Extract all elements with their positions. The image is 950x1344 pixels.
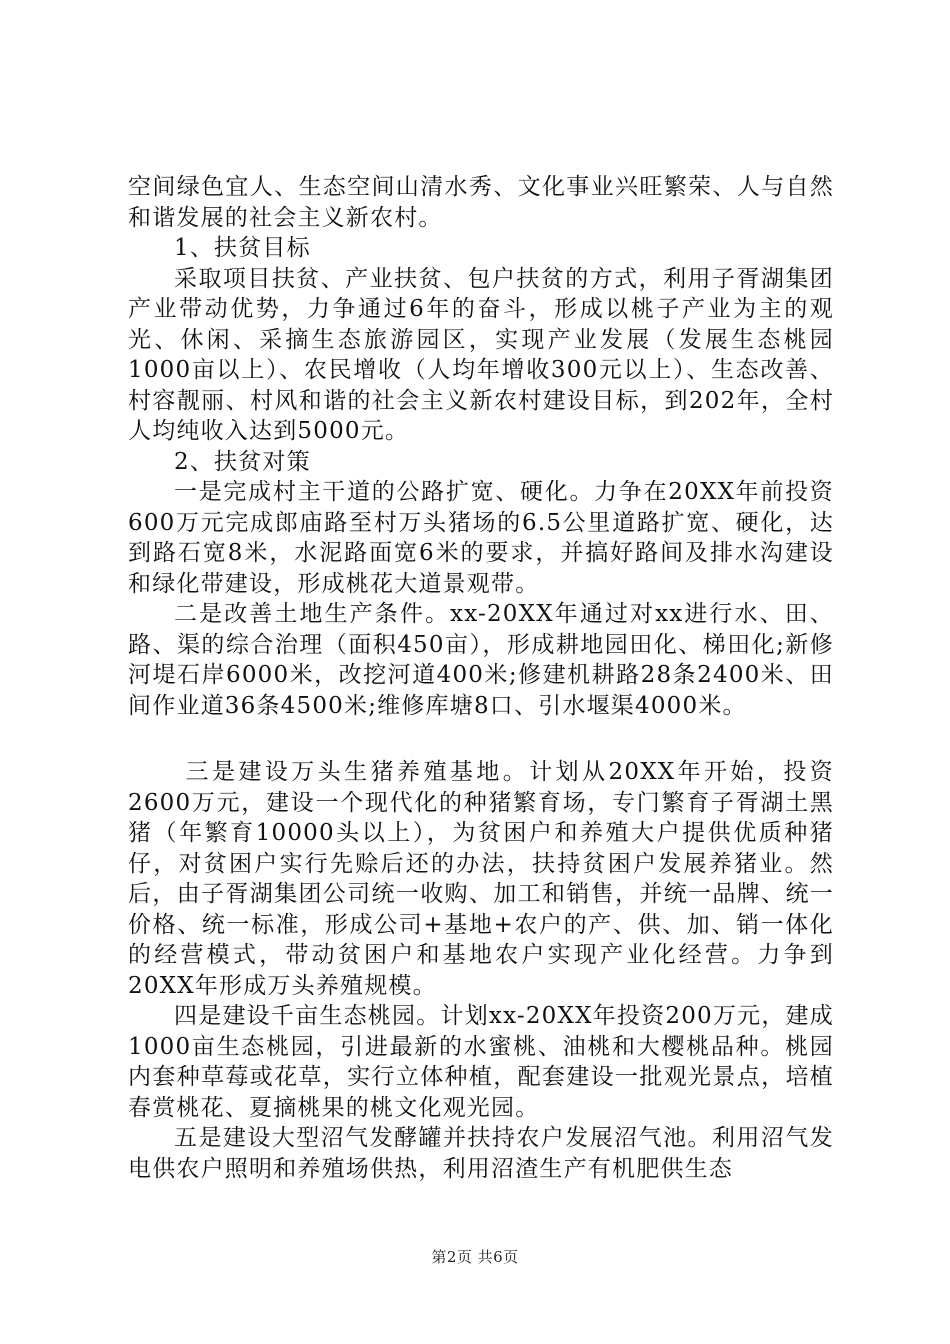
document-body (128, 172, 834, 1184)
paragraph-measure-road: 一是完成村主干道的公路扩宽、硬化。力争在20XX年前投资600万元完成郎庙路至村万头猪场的6.5公里道路扩宽、硬化，达到路石宽8米，水泥路面宽6米的要求，并搞好路间及排水沟建设和绿化带建设，形成桃花大道景观带。 (128, 479, 834, 597)
paragraph-gap (128, 721, 834, 757)
heading-poverty-measures: 2、扶贫对策 (174, 448, 311, 475)
paragraph-continuation: 空间绿色宜人、生态空间山清水秀、文化事业兴旺繁荣、人与自然和谐发展的社会主义新农村。 (128, 174, 834, 231)
page-number-footer: 第2页 共6页 (431, 1248, 519, 1266)
paragraph-goal-detail: 采取项目扶贫、产业扶贫、包户扶贫的方式，利用子胥湖集团产业带动优势，力争通过6年的奋斗，形成以桃子产业为主的观光、休闲、采摘生态旅游园区，实现产业发展（发展生态桃园1000亩以上）、农民增收（人均年增收300元以上）、生态改善、村容靓丽、村风和谐的社会主义新农村建设目标，到202年，全村人均纯收入达到5000元。 (128, 265, 834, 444)
paragraph-measure-peach-orchard: 四是建设千亩生态桃园。计划xx-20XX年投资200万元，建成1000亩生态桃园，引进最新的水蜜桃、油桃和大樱桃品种。桃园内套种草莓或花草，实行立体种植，配套建设一批观光景点，培植春赏桃花、夏摘桃果的桃文化观光园。 (128, 1003, 834, 1121)
paragraph-measure-pig-farm: 三是建设万头生猪养殖基地。计划从20XX年开始，投资2600万元，建设一个现代化的种猪繁育场，专门繁育子胥湖土黑猪（年繁育10000头以上），为贫困户和养殖大户提供优质种猪仔，对贫困户实行先赊后还的办法，扶持贫困户发展养猪业。然后，由子胥湖集团公司统一收购、加工和销售，并统一品牌、统一价格、统一标准，形成公司+基地+农户的产、供、加、销一体化的经营模式，带动贫困户和基地农户实现产业化经营。力争到20XX年形成万头养殖规模。 (128, 759, 834, 999)
paragraph-measure-land: 二是改善土地生产条件。xx-20XX年通过对xx进行水、田、路、渠的综合治理（面积450亩），形成耕地园田化、梯田化;新修河堤石岸6000米，改挖河道400米;修建机耕路28条2400米、田间作业道36条4500米;维修库塘8口、引水堰渠4000米。 (128, 601, 834, 719)
heading-poverty-goal: 1、扶贫目标 (174, 235, 311, 261)
paragraph-measure-biogas: 五是建设大型沼气发酵罐并扶持农户发展沼气池。利用沼气发电供农户照明和养殖场供热，利用沼渣生产有机肥供生态 (128, 1125, 834, 1182)
